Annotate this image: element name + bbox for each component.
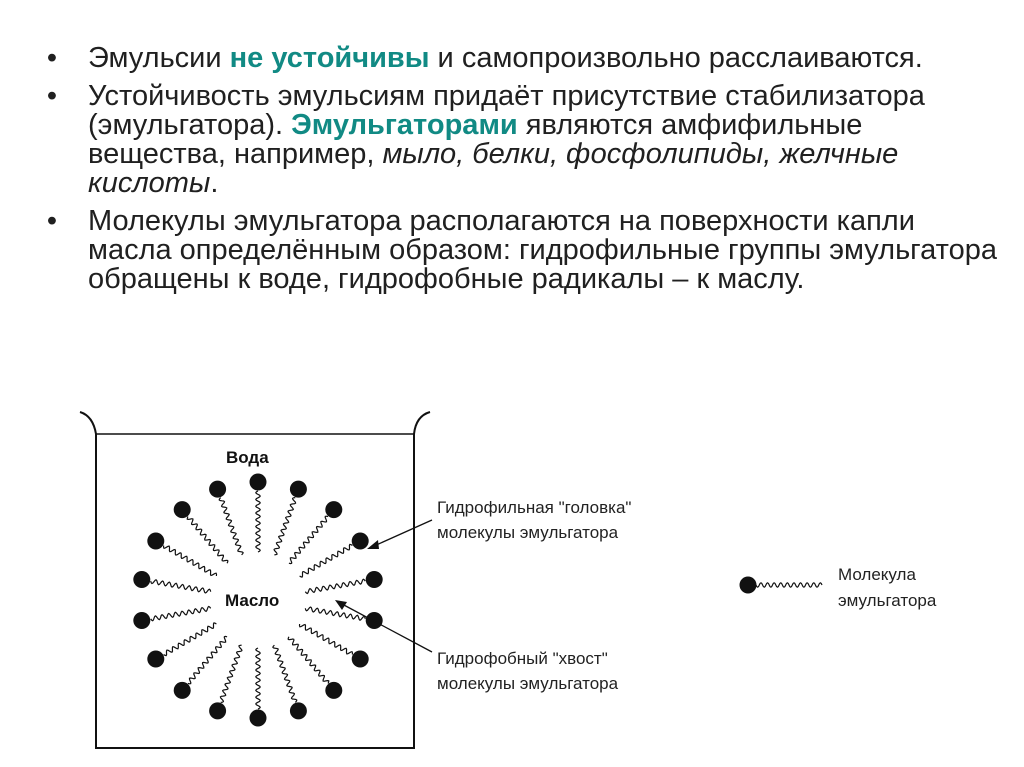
head-label-line-1: Гидрофильная "головка" [437, 498, 632, 517]
legend-molecule [740, 577, 823, 594]
bullet-2-highlight: Эмульгаторами [291, 109, 518, 141]
molecule-tail [151, 607, 211, 621]
bullet-2-tail: . [210, 167, 219, 199]
bullet-2-italic: мыло, белки, фосфолипиды, желчные кислоты [88, 138, 899, 199]
molecule-tail [164, 623, 217, 656]
bullet-dot: • [46, 42, 58, 74]
molecule-tail [220, 645, 242, 702]
tail-label-line-2: молекулы эмульгатора [437, 674, 619, 693]
molecule-tail [151, 580, 211, 593]
molecule-head [352, 533, 369, 550]
head-pointer-arrow [367, 540, 379, 549]
molecule-head [209, 702, 226, 719]
tail-label-line-1: Гидрофобный "хвост" [437, 649, 608, 668]
molecule-head [250, 474, 267, 491]
molecule-head [174, 501, 191, 518]
bullet-1-tail: и самопроизвольно расслаиваются. [429, 42, 923, 74]
water-label: Вода [226, 448, 269, 467]
tail-pointer-line [342, 604, 432, 652]
molecule-tail [164, 546, 217, 577]
head-pointer-line [374, 520, 432, 546]
molecule-head [352, 651, 369, 668]
bullet-2-mid: являются амфифильные вещества, например, [88, 109, 863, 170]
molecule-head [290, 702, 307, 719]
bullet-3-text: Молекулы эмульгатора располагаются на поверхности капли масла определённым образом: гидрофильные группы эмульгатора обращены к воде, гидрофобные радикалы – к маслу. [88, 205, 997, 295]
molecule-head [290, 481, 307, 498]
molecule-tail [300, 544, 353, 577]
oil-label: Масло [225, 591, 280, 610]
molecule-head [174, 682, 191, 699]
legend-label-line-1: Молекула [838, 565, 916, 584]
bullet-2-lead: Устойчивость эмульсиям придаёт присутствие стабилизатора (эмульгатора). [88, 80, 925, 141]
molecule-tail [187, 517, 228, 564]
bullet-1-highlight: не устойчивы [229, 42, 430, 74]
molecule-head [147, 533, 164, 550]
molecule-head [250, 710, 267, 727]
molecule-head [325, 501, 342, 518]
legend-label-line-2: эмульгатора [838, 591, 937, 610]
legend-molecule-tail [756, 583, 822, 587]
molecule-head [133, 571, 150, 588]
molecule-tail [289, 516, 328, 563]
molecule-tail [256, 491, 260, 552]
molecule-tail [305, 607, 365, 620]
bullet-1-lead: Эмульсии [88, 42, 230, 74]
molecule-tail [274, 498, 296, 555]
bullet-dot: • [46, 80, 58, 112]
legend-molecule-head [740, 577, 757, 594]
molecule-tail [256, 648, 260, 709]
molecule-tail [305, 579, 365, 593]
molecule-tail [188, 636, 227, 683]
molecule-head [209, 481, 226, 498]
molecule-tail [300, 624, 353, 655]
molecule-head [366, 571, 383, 588]
molecule-head [133, 612, 150, 629]
molecule-tail [288, 637, 329, 684]
bullet-dot: • [46, 205, 58, 237]
molecule-head [325, 682, 342, 699]
molecule-head [147, 651, 164, 668]
head-label-line-2: молекулы эмульгатора [437, 523, 619, 542]
molecule-tail [219, 498, 243, 555]
molecule-tail [273, 645, 297, 702]
